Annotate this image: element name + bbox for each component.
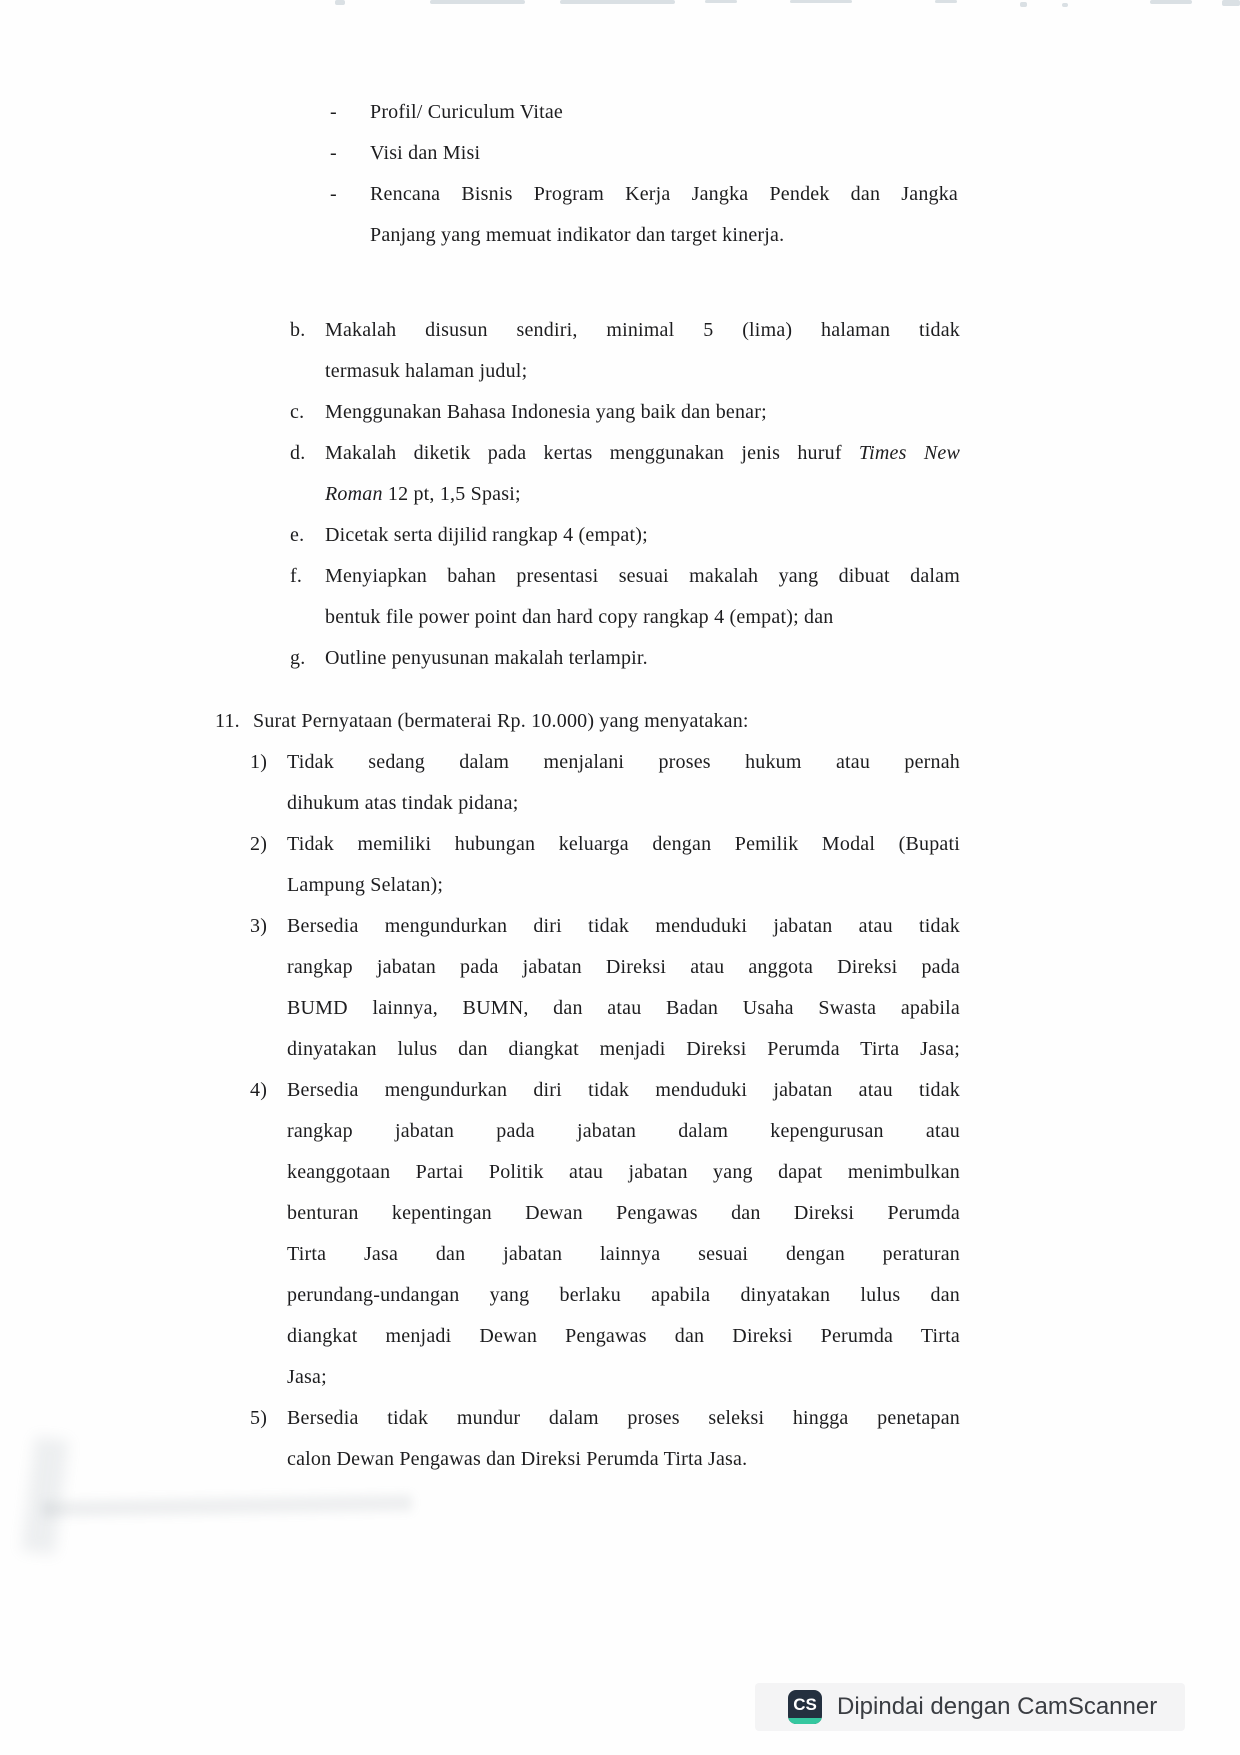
list-item bbox=[330, 92, 958, 133]
text-line: Panjang yang memuat indikator dan target kinerja. bbox=[370, 224, 785, 246]
text-line: rangkap jabatan pada jabatan dalam kepengurusan atau bbox=[287, 1120, 960, 1142]
text-line: keanggotaan Partai Politik atau jabatan yang dapat menimbulkan bbox=[287, 1161, 960, 1183]
text-line: BUMD lainnya, BUMN, dan atau Badan Usaha Swasta apabila bbox=[287, 997, 960, 1019]
text-line: Visi dan Misi bbox=[370, 142, 481, 164]
item-label: g. bbox=[290, 647, 306, 669]
item-label: 4) bbox=[250, 1079, 268, 1101]
list-item bbox=[250, 1398, 960, 1480]
text-line: Bersedia mengundurkan diri tidak menduduki jabatan atau tidak bbox=[287, 915, 960, 937]
text-line: Tidak memiliki hubungan keluarga dengan Pemilik Modal (Bupati bbox=[287, 833, 960, 855]
text-line: Makalah diketik pada kertas menggunakan jenis huruf Times New bbox=[325, 442, 960, 464]
list-item bbox=[330, 133, 958, 174]
list-item bbox=[250, 824, 960, 906]
camscanner-icon bbox=[788, 1690, 822, 1724]
camscanner-text: Dipindai dengan CamScanner bbox=[837, 1693, 1158, 1720]
text-line: Bersedia tidak mundur dalam proses seleksi hingga penetapan bbox=[287, 1407, 960, 1429]
numbered-list bbox=[250, 742, 960, 1480]
item-label: - bbox=[330, 142, 337, 164]
text-line: termasuk halaman judul; bbox=[325, 360, 528, 382]
document-body bbox=[0, 92, 975, 1480]
text-line: Bersedia mengundurkan diri tidak menduduki jabatan atau tidak bbox=[287, 1079, 960, 1101]
text-line: Jasa; bbox=[287, 1366, 327, 1388]
item-label: 11. bbox=[215, 710, 240, 732]
text-line: bentuk file power point dan hard copy rangkap 4 (empat); dan bbox=[325, 606, 834, 628]
item-label: e. bbox=[290, 524, 305, 546]
list-item bbox=[215, 701, 975, 742]
text-line: Tidak sedang dalam menjalani proses hukum atau pernah bbox=[287, 751, 960, 773]
item-label: c. bbox=[290, 401, 305, 423]
list-item bbox=[290, 392, 960, 433]
dash-list bbox=[330, 92, 958, 256]
text-line: Menyiapkan bahan presentasi sesuai makalah yang dibuat dalam bbox=[325, 565, 960, 587]
camscanner-icon-label: CS bbox=[793, 1695, 817, 1714]
section-heading bbox=[215, 701, 975, 742]
text-line: dinyatakan lulus dan diangkat menjadi Direksi Perumda Tirta Jasa; bbox=[287, 1038, 960, 1060]
item-label: 3) bbox=[250, 915, 268, 937]
text-line: diangkat menjadi Dewan Pengawas dan Direksi Perumda Tirta bbox=[287, 1325, 960, 1347]
text-line: Menggunakan Bahasa Indonesia yang baik dan benar; bbox=[325, 401, 767, 423]
item-label: d. bbox=[290, 442, 306, 464]
camscanner-badge[interactable] bbox=[755, 1683, 1185, 1731]
text-line: Outline penyusunan makalah terlampir. bbox=[325, 647, 648, 669]
item-label: b. bbox=[290, 319, 306, 341]
text-line: Dicetak serta dijilid rangkap 4 (empat); bbox=[325, 524, 648, 546]
text-line: Makalah disusun sendiri, minimal 5 (lima) halaman tidak bbox=[325, 319, 960, 341]
text-line: Roman 12 pt, 1,5 Spasi; bbox=[325, 483, 521, 505]
list-item bbox=[290, 310, 960, 392]
text-line: Rencana Bisnis Program Kerja Jangka Pendek dan Jangka bbox=[370, 183, 958, 205]
text-line: Lampung Selatan); bbox=[287, 874, 444, 896]
item-label: 2) bbox=[250, 833, 268, 855]
list-item bbox=[330, 174, 958, 256]
list-item bbox=[250, 1070, 960, 1398]
text-line: dihukum atas tindak pidana; bbox=[287, 792, 519, 814]
item-label: f. bbox=[290, 565, 303, 587]
item-label: - bbox=[330, 183, 337, 205]
list-item bbox=[290, 556, 960, 638]
scan-artifact-smudge bbox=[42, 1495, 412, 1517]
list-item bbox=[290, 515, 960, 556]
text-line: perundang-undangan yang berlaku apabila dinyatakan lulus dan bbox=[287, 1284, 960, 1306]
text-line: rangkap jabatan pada jabatan Direksi atau anggota Direksi pada bbox=[287, 956, 960, 978]
text-line: Surat Pernyataan (bermaterai Rp. 10.000) yang menyatakan: bbox=[253, 710, 749, 732]
list-item bbox=[290, 638, 960, 679]
item-label: 5) bbox=[250, 1407, 268, 1429]
text-line: benturan kepentingan Dewan Pengawas dan Direksi Perumda bbox=[287, 1202, 960, 1224]
text-line: Profil/ Curiculum Vitae bbox=[370, 101, 564, 123]
item-label: 1) bbox=[250, 751, 268, 773]
text-line: calon Dewan Pengawas dan Direksi Perumda Tirta Jasa. bbox=[287, 1448, 748, 1470]
list-item bbox=[250, 742, 960, 824]
text-line: Tirta Jasa dan jabatan lainnya sesuai dengan peraturan bbox=[287, 1243, 960, 1265]
list-item bbox=[290, 433, 960, 515]
item-label: - bbox=[330, 101, 337, 123]
list-item bbox=[250, 906, 960, 1070]
lettered-list bbox=[290, 310, 960, 679]
